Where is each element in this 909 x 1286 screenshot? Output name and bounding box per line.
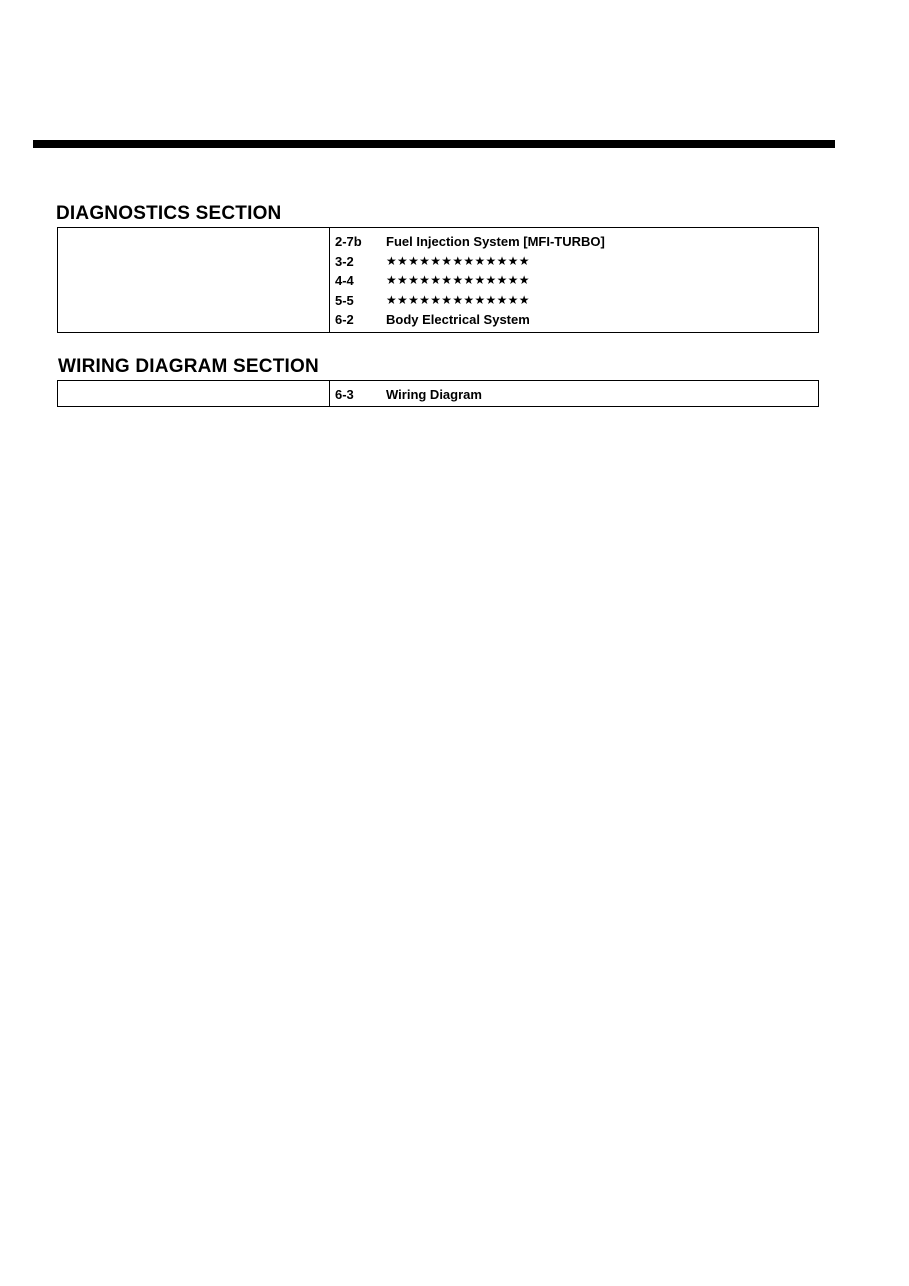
diagnostics-section-box (57, 227, 819, 333)
column-divider (329, 381, 330, 406)
section-code: 6-3 (335, 387, 354, 402)
section-entry-row (335, 252, 818, 272)
column-divider (329, 228, 330, 332)
diagnostics-section-heading: DIAGNOSTICS SECTION (56, 203, 282, 224)
section-code: 3-2 (335, 253, 354, 269)
section-entry-row (335, 310, 818, 330)
top-rule (33, 140, 835, 148)
wiring-section-heading: WIRING DIAGRAM SECTION (58, 356, 319, 377)
section-code: 2-7b (335, 234, 362, 249)
section-title: Fuel Injection System [MFI-TURBO] (386, 234, 605, 249)
section-code: 6-2 (335, 312, 354, 328)
section-code: 4-4 (335, 273, 354, 289)
section-code: 5-5 (335, 292, 354, 308)
wiring-entry-list (335, 385, 818, 405)
wiring-section-box (57, 380, 819, 407)
section-entry-row (335, 385, 818, 405)
section-title: Body Electrical System (386, 312, 530, 328)
section-entry-row (335, 291, 818, 311)
section-title: Wiring Diagram (386, 387, 482, 402)
section-entry-row (335, 232, 818, 252)
section-title-placeholder: ★★★★★★★★★★★★★ (386, 253, 530, 268)
diagnostics-entry-list (335, 232, 818, 330)
section-entry-row (335, 271, 818, 291)
section-title-placeholder: ★★★★★★★★★★★★★ (386, 273, 530, 288)
section-title-placeholder: ★★★★★★★★★★★★★ (386, 292, 530, 307)
